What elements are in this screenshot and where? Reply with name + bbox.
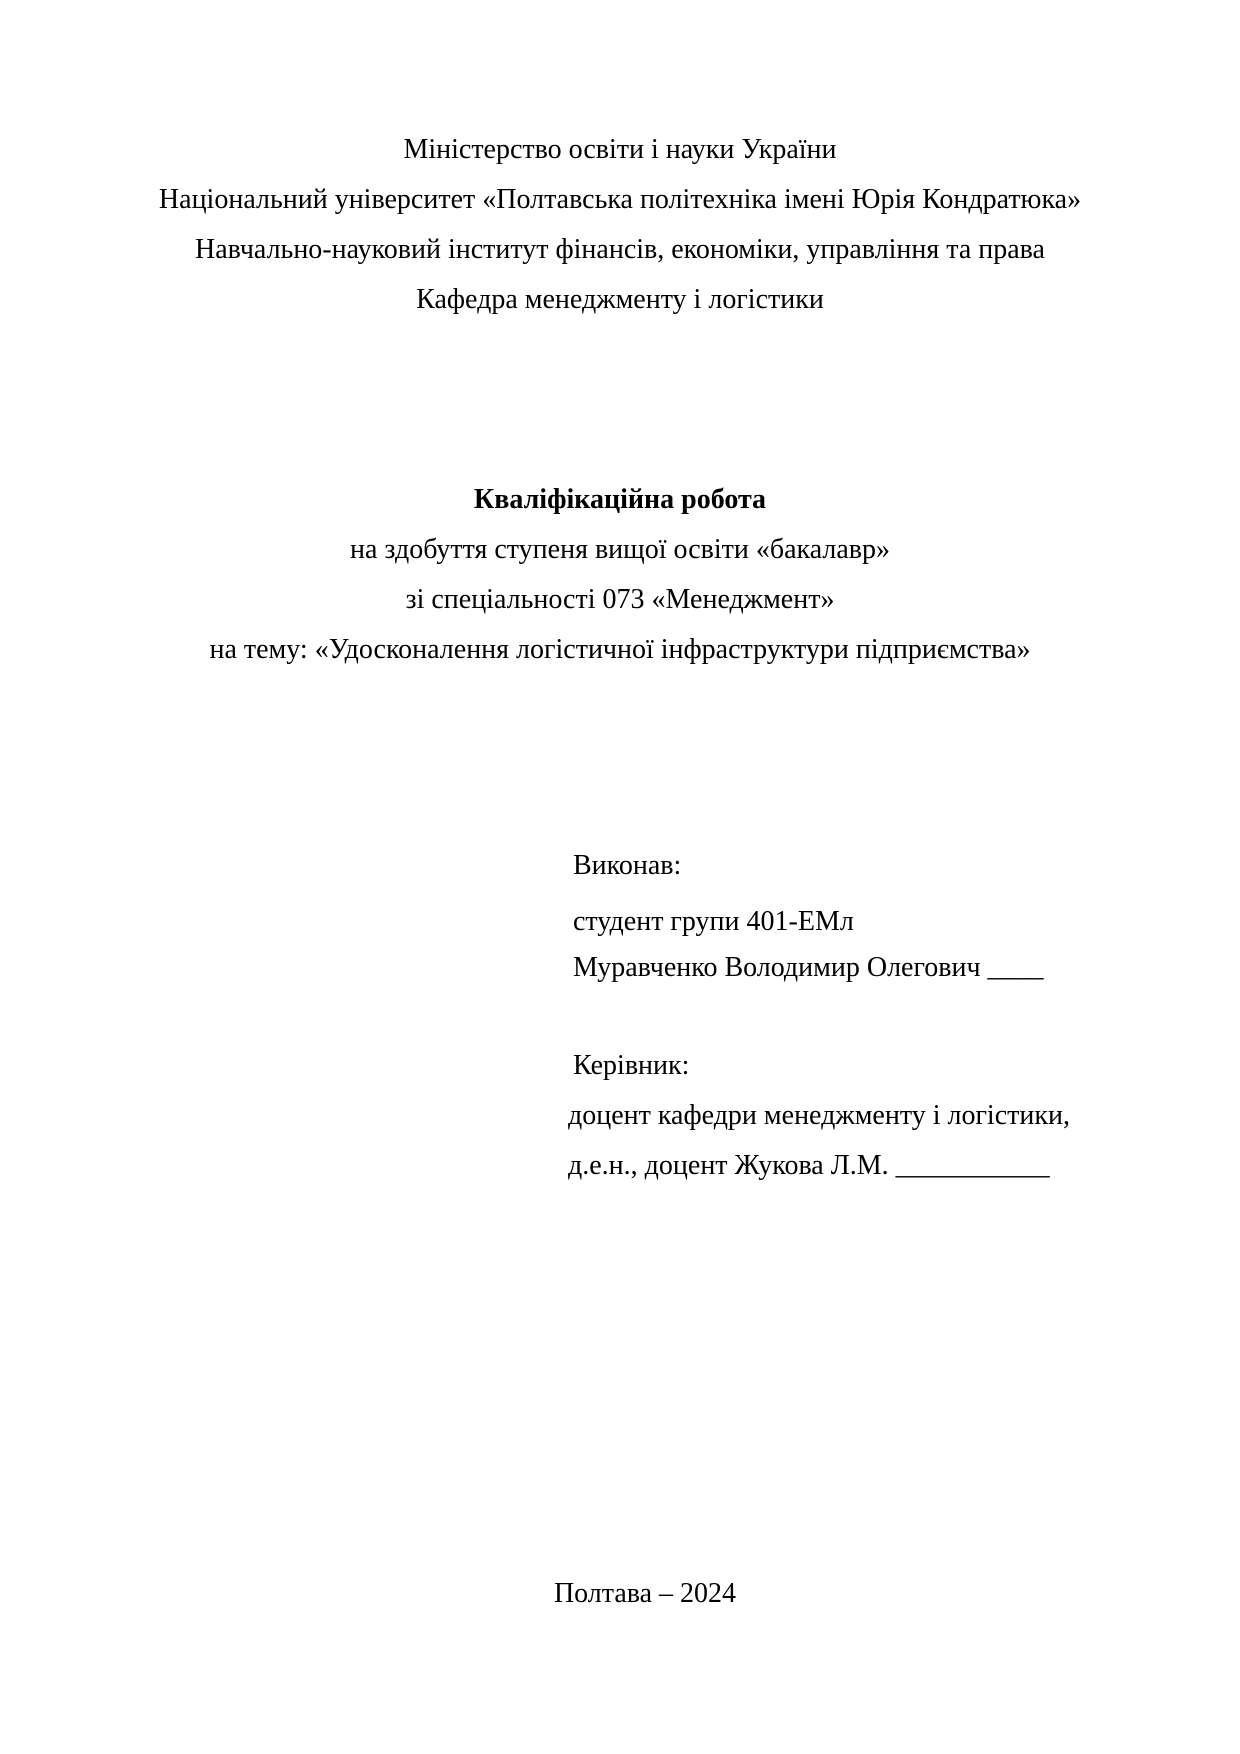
ministry-line: Міністерство освіти і науки України: [403, 134, 837, 165]
city-year: Полтава – 2024: [553, 1578, 737, 1609]
work-heading: Кваліфікаційна робота: [473, 484, 767, 515]
author-name: Муравченко Володимир Олегович ____: [573, 952, 1044, 983]
supervisor-name: д.е.н., доцент Жукова Л.М. ___________: [568, 1150, 1050, 1181]
specialty-line: зі спеціальності 073 «Менеджмент»: [405, 584, 835, 615]
author-label: Виконав:: [573, 850, 682, 881]
department-line: Кафедра менеджменту і логістики: [416, 284, 824, 315]
degree-line: на здобуття ступеня вищої освіти «бакалавр»: [350, 534, 890, 565]
institute-line: Навчально-науковий інститут фінансів, економіки, управління та права: [195, 234, 1045, 265]
author-group: студент групи 401-ЕМл: [573, 906, 854, 937]
topic-line: на тему: «Удосконалення логістичної інфраструктури підприємства»: [209, 634, 1031, 665]
supervisor-position: доцент кафедри менеджменту і логістики,: [568, 1100, 1070, 1131]
supervisor-label: Керівник:: [573, 1050, 690, 1081]
university-line: Національний університет «Полтавська політехніка імені Юрія Кондратюка»: [158, 184, 1082, 215]
